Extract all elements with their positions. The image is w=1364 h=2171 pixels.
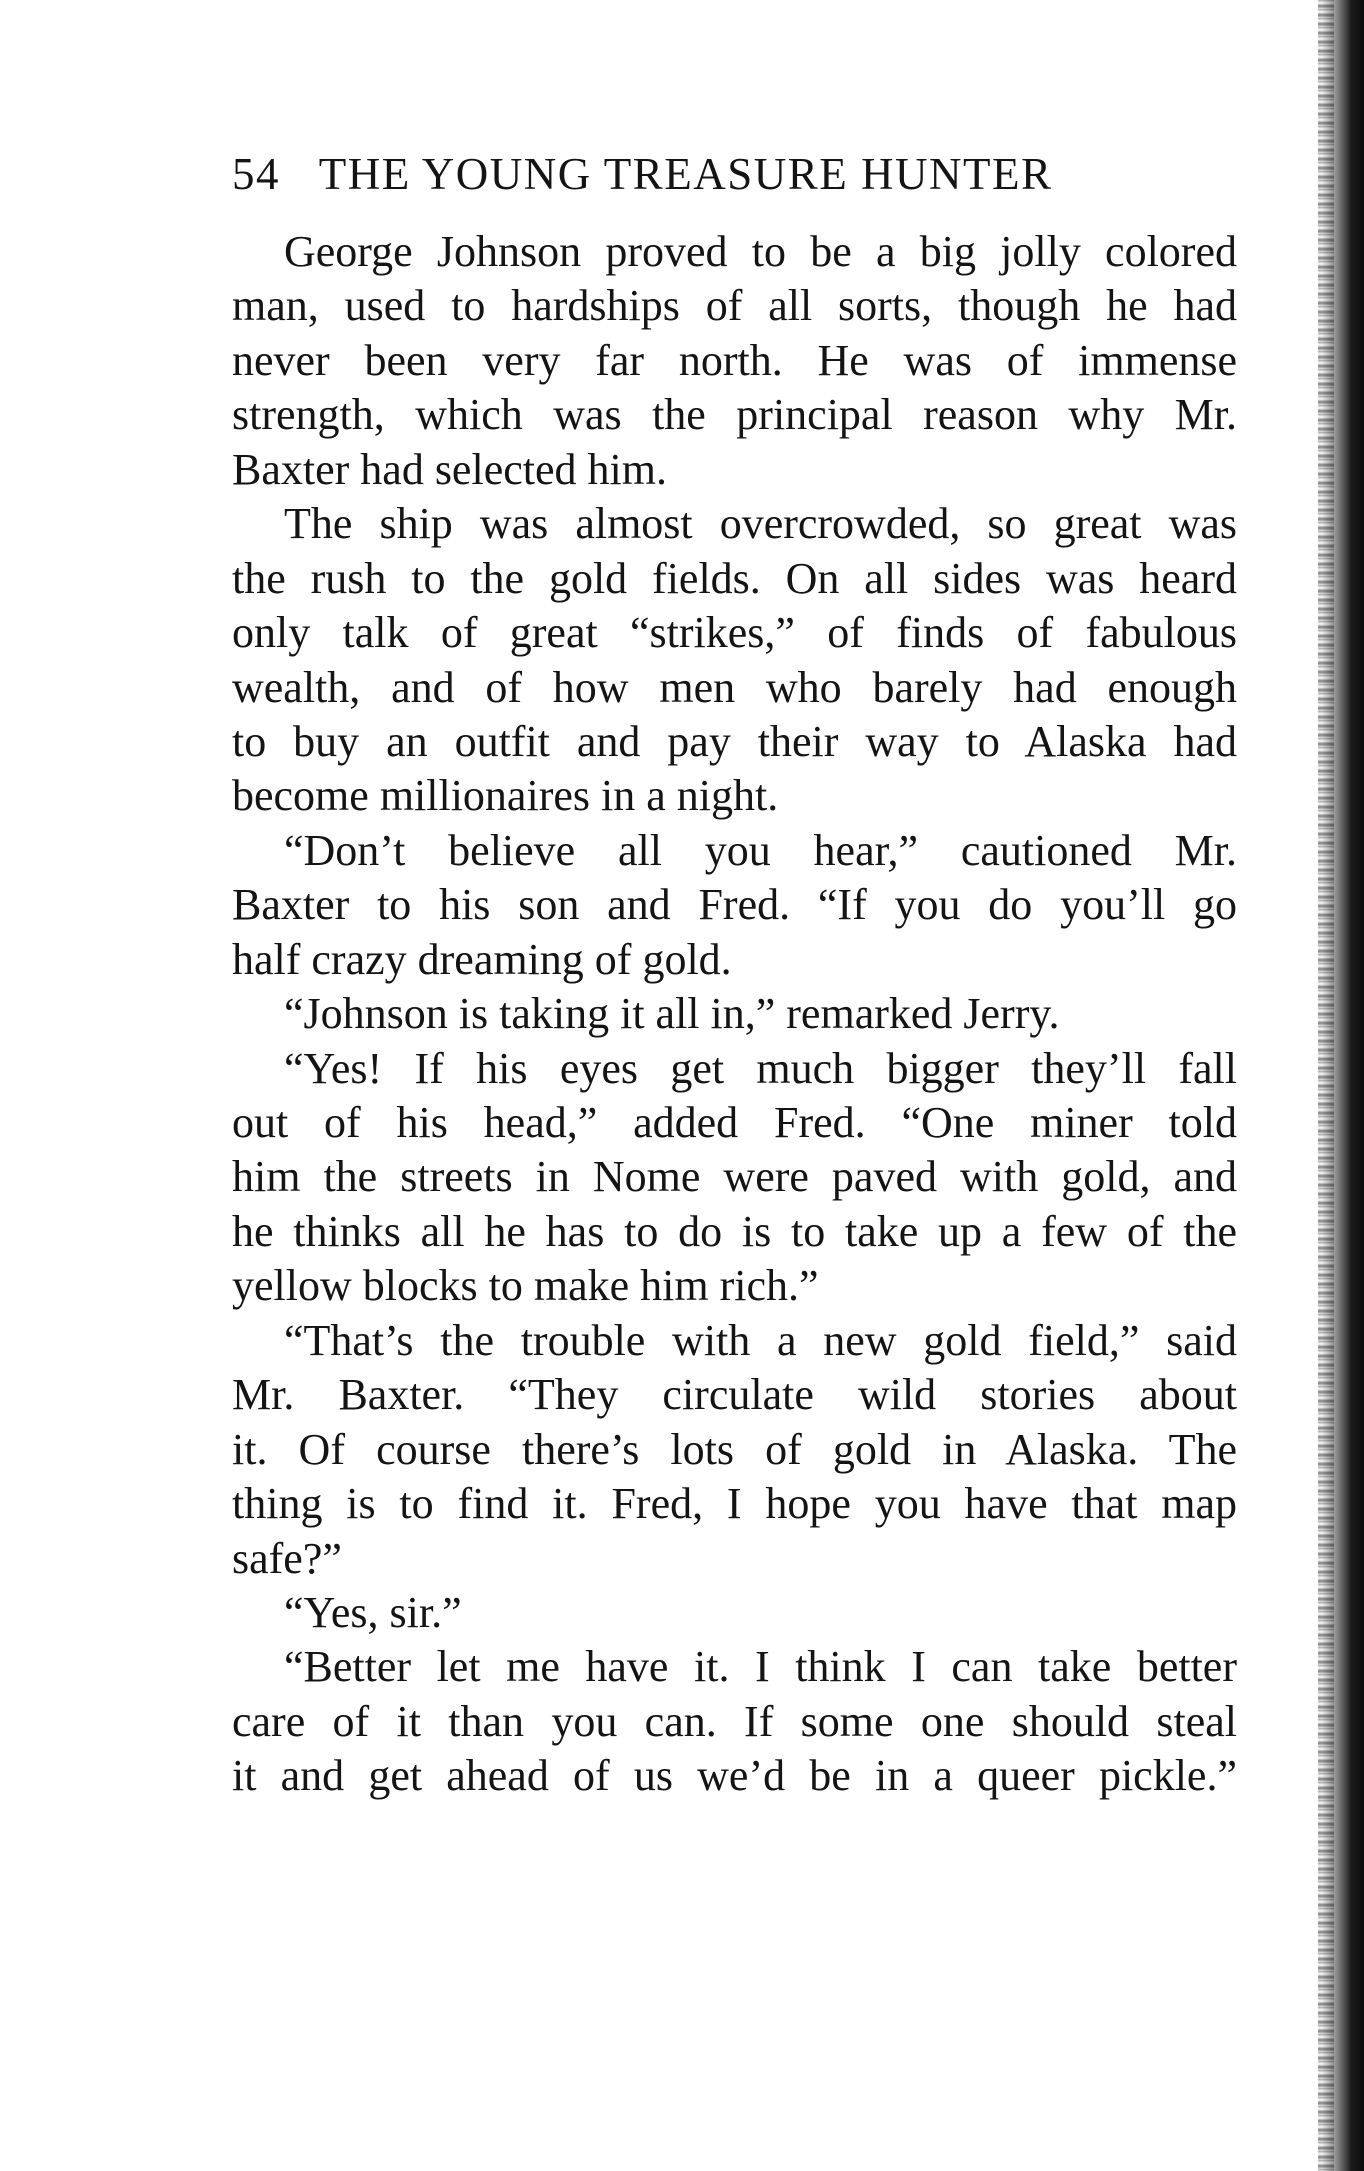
page-header bbox=[232, 148, 1232, 198]
text-line: “Yes! If his eyes get much bigger they’ll fall bbox=[284, 1043, 1237, 1093]
text-line: George Johnson proved to be a big jolly colored bbox=[284, 227, 1237, 276]
text-line: “Better let me have it. I think I can take better bbox=[284, 1642, 1237, 1692]
text-line: he thinks all he has to do is to take up a few of the bbox=[232, 1206, 1237, 1256]
text-line: only talk of great “strikes,” of finds of fabulous bbox=[232, 608, 1237, 658]
text-line: never been very far north. He was of immense bbox=[232, 335, 1237, 385]
text-line: care of it than you can. If some one should steal bbox=[232, 1696, 1237, 1746]
text-line: “Johnson is taking it all in,” remarked Jerry. bbox=[284, 989, 1060, 1039]
body-text bbox=[232, 225, 1237, 1804]
text-line: Baxter to his son and Fred. “If you do you’ll go bbox=[232, 880, 1237, 930]
text-line: him the streets in Nome were paved with gold, and bbox=[232, 1152, 1237, 1202]
text-line: wealth, and of how men who barely had enough bbox=[232, 662, 1237, 712]
page-number: 54 bbox=[232, 149, 280, 199]
text-line: half crazy dreaming of gold. bbox=[232, 934, 732, 984]
text-line: safe?” bbox=[232, 1533, 342, 1583]
text-line: man, used to hardships of all sorts, though he had bbox=[232, 281, 1237, 331]
text-line: Mr. Baxter. “They circulate wild stories about bbox=[232, 1370, 1237, 1420]
text-line: out of his head,” added Fred. “One miner told bbox=[232, 1098, 1237, 1147]
text-line: Baxter had selected him. bbox=[232, 444, 667, 494]
text-line: “That’s the trouble with a new gold field,” said bbox=[284, 1315, 1237, 1365]
text-line: thing is to find it. Fred, I hope you have that map bbox=[232, 1479, 1237, 1529]
text-line: the rush to the gold fields. On all sides was heard bbox=[232, 553, 1237, 603]
text-line: The ship was almost overcrowded, so great was bbox=[284, 499, 1237, 549]
text-line: it and get ahead of us we’d be in a queer pickle.” bbox=[232, 1751, 1237, 1801]
text-line: it. Of course there’s lots of gold in Alaska. The bbox=[232, 1424, 1237, 1474]
running-head: THE YOUNG TREASURE HUNTER bbox=[318, 149, 1053, 199]
text-line: “Yes, sir.” bbox=[284, 1587, 462, 1637]
binding-shadow bbox=[1318, 0, 1334, 2171]
text-line: “Don’t believe all you hear,” cautioned Mr. bbox=[284, 825, 1237, 875]
text-line: become millionaires in a night. bbox=[232, 771, 779, 821]
text-line: strength, which was the principal reason why Mr. bbox=[232, 390, 1237, 440]
text-line: to buy an outfit and pay their way to Alaska had bbox=[232, 716, 1237, 766]
text-line: yellow blocks to make him rich.” bbox=[232, 1261, 819, 1311]
